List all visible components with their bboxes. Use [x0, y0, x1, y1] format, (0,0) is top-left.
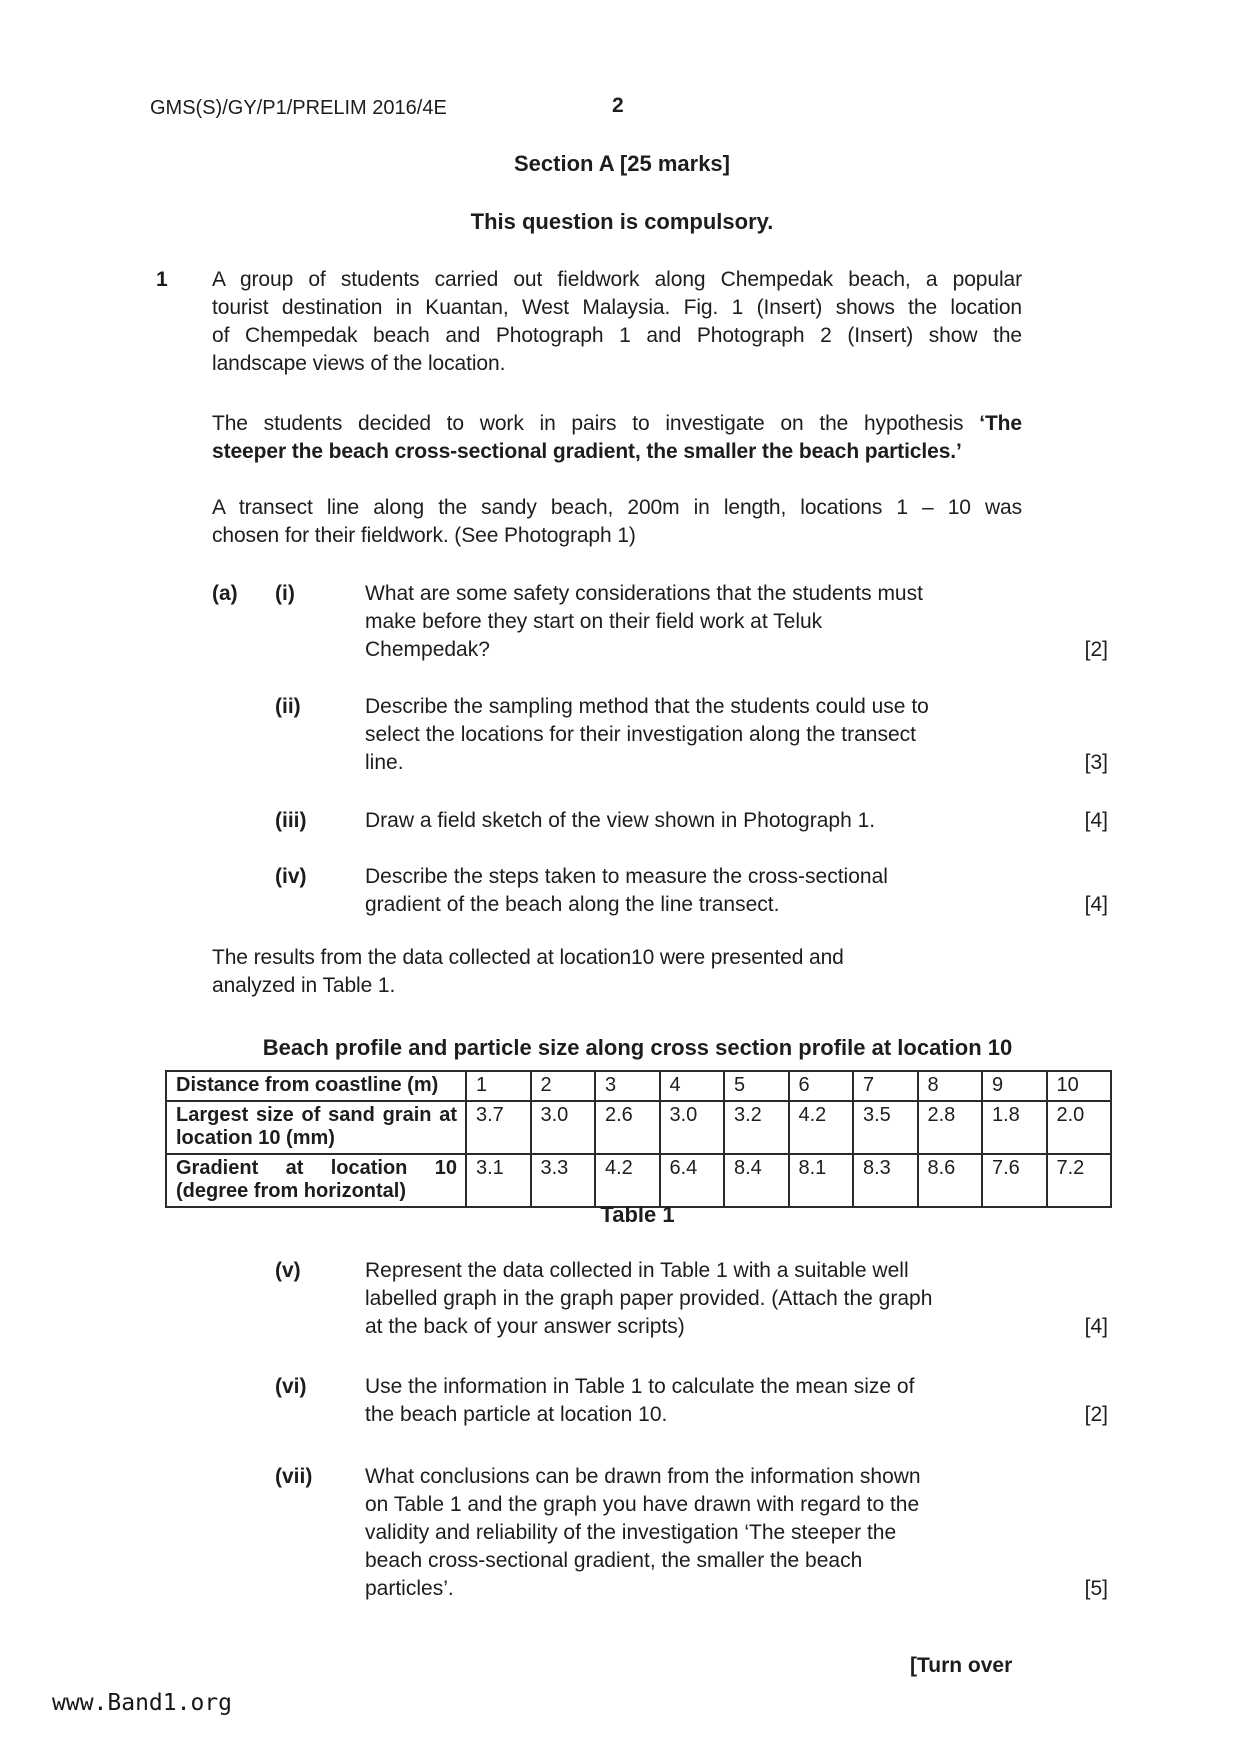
hypothesis-paragraph [212, 410, 1022, 466]
page-number: 2 [612, 94, 624, 117]
subquestion-text [365, 580, 990, 664]
cell: 5 [724, 1071, 789, 1101]
cell: 2.8 [918, 1101, 983, 1154]
cell: 1 [466, 1071, 531, 1101]
cell: 2.6 [595, 1101, 660, 1154]
table-row-grain-size [166, 1101, 1111, 1154]
transect-paragraph [212, 494, 1022, 550]
subquestion-text-line: line. [365, 751, 404, 774]
cell: 2 [531, 1071, 596, 1101]
hypothesis-line [212, 410, 1022, 438]
cell: 3.0 [531, 1101, 596, 1154]
subquestion-label: (ii) [275, 695, 301, 718]
subquestion-row [212, 580, 1108, 664]
cell: 3.0 [660, 1101, 725, 1154]
cell: 3.1 [466, 1154, 531, 1207]
header-code: GMS(S)/GY/P1/PRELIM 2016/4E [150, 97, 447, 119]
subquestion-text-line: particles’. [365, 1577, 454, 1600]
hypothesis-bold-line: steeper the beach cross-sectional gradient, the smaller the beach particles.’ [212, 440, 962, 463]
turn-over-note: [Turn over [910, 1654, 1013, 1677]
results-paragraph [212, 944, 1022, 1000]
subquestion-marks: [4] [1084, 893, 1108, 916]
intro-line: landscape views of the location. [212, 352, 506, 375]
intro-line: of Chempedak beach and Photograph 1 and Photograph 2 (Insert) show the [212, 324, 1022, 347]
subquestion-marks: [5] [1084, 1577, 1108, 1600]
subquestion-text-line: validity and reliability of the investigation ‘The steeper the [365, 1521, 897, 1544]
table-title: Beach profile and particle size along cross section profile at location 10 [262, 1035, 1013, 1060]
subquestion-label: (i) [275, 582, 295, 605]
subquestion-text-line: Represent the data collected in Table 1 with a suitable well [365, 1259, 909, 1282]
cell: 7.2 [1047, 1154, 1112, 1207]
subquestion-text [365, 807, 990, 835]
subquestion-marks: [4] [1084, 809, 1108, 832]
subquestion-text [365, 1257, 990, 1341]
subquestion-text-line: make before they start on their field work at Teluk [365, 610, 823, 633]
subquestion-text-line: What are some safety considerations that the students must [365, 582, 923, 605]
subquestion-row [212, 1257, 1108, 1341]
hypothesis-bold-lead: ‘The [979, 412, 1022, 435]
subquestion-row [212, 693, 1108, 777]
cell: 10 [1047, 1071, 1112, 1101]
subquestion-text [365, 863, 990, 919]
cell: 6 [789, 1071, 854, 1101]
cell: 3.5 [853, 1101, 918, 1154]
subquestion-text-line: select the locations for their investigation along the transect [365, 723, 916, 746]
subquestion-row [212, 807, 1108, 835]
data-table [165, 1070, 1112, 1208]
subquestion-marks: [4] [1084, 1315, 1108, 1338]
transect-line: chosen for their fieldwork. (See Photograph 1) [212, 524, 636, 547]
row-label: Largest size of sand grain at location 10 (mm) [166, 1101, 466, 1154]
subquestion-text-line: Draw a field sketch of the view shown in Photograph 1. [365, 809, 876, 832]
cell: 7 [853, 1071, 918, 1101]
cell: 2.0 [1047, 1101, 1112, 1154]
cell: 4 [660, 1071, 725, 1101]
subquestion-text [365, 1463, 990, 1603]
cell: 8.6 [918, 1154, 983, 1207]
subquestion-row [212, 863, 1108, 919]
subquestion-text-line: Describe the sampling method that the students could use to [365, 695, 929, 718]
table-container [165, 1070, 1110, 1208]
cell: 7.6 [982, 1154, 1047, 1207]
subquestion-text-line: at the back of your answer scripts) [365, 1315, 685, 1338]
subquestion-text-line: What conclusions can be drawn from the information shown [365, 1465, 921, 1488]
cell: 8.1 [789, 1154, 854, 1207]
subquestion-text-line: on Table 1 and the graph you have drawn with regard to the [365, 1493, 920, 1516]
cell: 4.2 [595, 1154, 660, 1207]
subquestion-label: (vii) [275, 1465, 313, 1488]
results-line: The results from the data collected at location10 were presented and [212, 946, 844, 969]
intro-line: tourist destination in Kuantan, West Malaysia. Fig. 1 (Insert) shows the location [212, 296, 1022, 319]
cell: 8 [918, 1071, 983, 1101]
subquestion-text-line: Use the information in Table 1 to calculate the mean size of [365, 1375, 915, 1398]
subquestion-marks: [3] [1084, 751, 1108, 774]
cell: 3.2 [724, 1101, 789, 1154]
subquestion-text-line: Chempedak? [365, 638, 490, 661]
cell: 3 [595, 1071, 660, 1101]
section-title: Section A [25 marks] [513, 151, 730, 176]
subquestion-marks: [2] [1084, 638, 1108, 661]
compulsory-note: This question is compulsory. [470, 209, 774, 234]
subquestion-text-line: the beach particle at location 10. [365, 1403, 668, 1426]
watermark: www.Band1.org [52, 1690, 233, 1716]
part-a-label: (a) [212, 582, 238, 605]
subquestion-label: (iii) [275, 809, 307, 832]
cell: 8.4 [724, 1154, 789, 1207]
subquestion-label: (iv) [275, 865, 307, 888]
transect-line: A transect line along the sandy beach, 200m in length, locations 1 – 10 was [212, 496, 1022, 519]
subquestion-text [365, 693, 990, 777]
intro-line: A group of students carried out fieldwork along Chempedak beach, a popular [212, 268, 1022, 291]
subquestion-text-line: labelled graph in the graph paper provided. (Attach the graph [365, 1287, 933, 1310]
subquestion-row [212, 1373, 1108, 1429]
cell: 6.4 [660, 1154, 725, 1207]
table-caption: Table 1 [600, 1202, 675, 1227]
subquestion-row [212, 1463, 1108, 1603]
subquestion-label: (v) [275, 1259, 301, 1282]
cell: 4.2 [789, 1101, 854, 1154]
question-number: 1 [156, 268, 168, 291]
cell: 1.8 [982, 1101, 1047, 1154]
cell: 8.3 [853, 1154, 918, 1207]
cell: 3.7 [466, 1101, 531, 1154]
row-label: Gradient at location 10 (degree from horizontal) [166, 1154, 466, 1207]
table-row-distance [166, 1071, 1111, 1101]
subquestion-text [365, 1373, 990, 1429]
subquestion-label: (vi) [275, 1375, 307, 1398]
cell: 3.3 [531, 1154, 596, 1207]
subquestion-text-line: beach cross-sectional gradient, the smaller the beach [365, 1549, 863, 1572]
hypothesis-plain: The students decided to work in pairs to investigate on the hypothesis [212, 412, 980, 435]
results-line: analyzed in Table 1. [212, 974, 396, 997]
table-row-gradient [166, 1154, 1111, 1207]
subquestion-text-line: gradient of the beach along the line transect. [365, 893, 780, 916]
row-label: Distance from coastline (m) [166, 1071, 466, 1101]
subquestion-text-line: Describe the steps taken to measure the cross-sectional [365, 865, 888, 888]
cell: 9 [982, 1071, 1047, 1101]
intro-paragraph [212, 266, 1022, 378]
subquestion-marks: [2] [1084, 1403, 1108, 1426]
